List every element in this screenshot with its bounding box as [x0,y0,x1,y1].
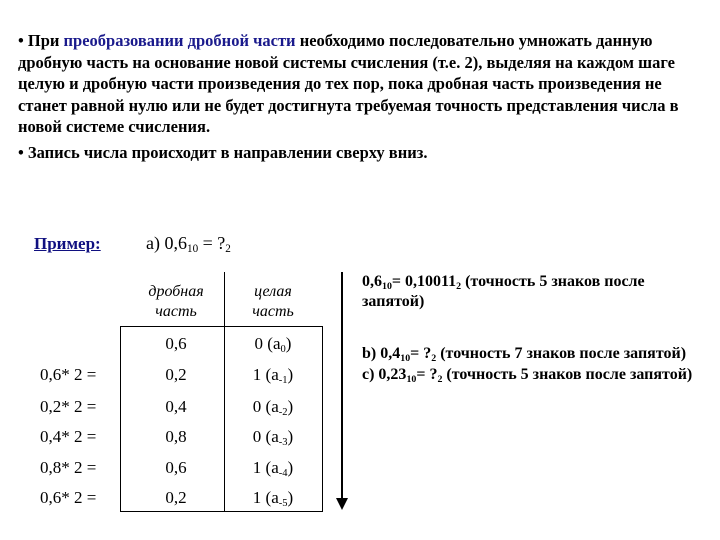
initial-fraction: 0,6 [165,334,187,353]
table-row-fraction: 0,2 [165,488,187,507]
table-row-expr: 0,8* 2 = [40,458,97,477]
table-row-integer: 1 $(a_{-1})$ [252,365,294,386]
table-bottom-rule [120,511,323,512]
task-c: c) $0,23_{10}=$ $?_2$ (точность 5 знаков после запятой) [362,366,693,385]
bullet-direction: • Запись числа происходит в направлении сверху вниз. [18,142,428,162]
arrow-down-icon [336,498,348,510]
table-header-rule [120,326,323,327]
initial-integer: 0 $(a_0)$ [254,334,292,355]
table-row-integer: 1 $(a_{-5})$ [252,488,294,509]
table-row-fraction: 0,4 [165,397,187,416]
header-fraction-part: дробная часть [148,283,204,320]
table-row-integer: 0 $(a_{-3})$ [252,427,294,448]
reading-direction-arrow [341,272,343,500]
table-row-fraction: 0,8 [165,427,187,446]
table-row-expr: 0,4* 2 = [40,427,97,446]
table-row-expr: 0,2* 2 = [40,397,97,416]
table-row-fraction: 0,6 [165,458,187,477]
table-row-expr: 0,6* 2 = [40,488,97,507]
table-divider-right [322,326,323,512]
intro-text [18,30,702,163]
bullet-rule [18,30,702,138]
exercise-tasks [362,343,707,385]
table-row-fraction: 0,2 [165,365,187,384]
example-label: Пример: [34,234,101,253]
table-row-integer: 1 $(a_{-4})$ [252,458,294,479]
bullet-rule-rest: необходимо последовательно умножать данную дробную часть на основание новой системы счисления (т.е. 2), выделяя на каждом шаге целую и дробную части произведения до тех пор, пока дробная часть произведения не станет равной нулю или не будет достигнута требуемая точность представления числа в новой системе счисления. [18,31,679,136]
task-a: а) $0,6_{10}$ = $?_2$ [146,233,231,256]
header-integer-part: целая часть [252,283,294,320]
table-row-expr: 0,6* 2 = [40,365,97,384]
table-divider-left [120,326,121,512]
result-a: $0,6_{10}= 0,10011_2$ (точность 5 знаков после запятой) [362,273,645,310]
task-b: b) $0,4_{10}=$ $?_2$ (точность 7 знаков после запятой) [362,345,687,364]
table-row-integer: 0 $(a_{-2})$ [252,397,294,418]
bullet-rule-start: • При [18,31,64,50]
highlighted-term: преобразовании дробной части [63,31,296,50]
table-divider-middle [224,272,225,512]
